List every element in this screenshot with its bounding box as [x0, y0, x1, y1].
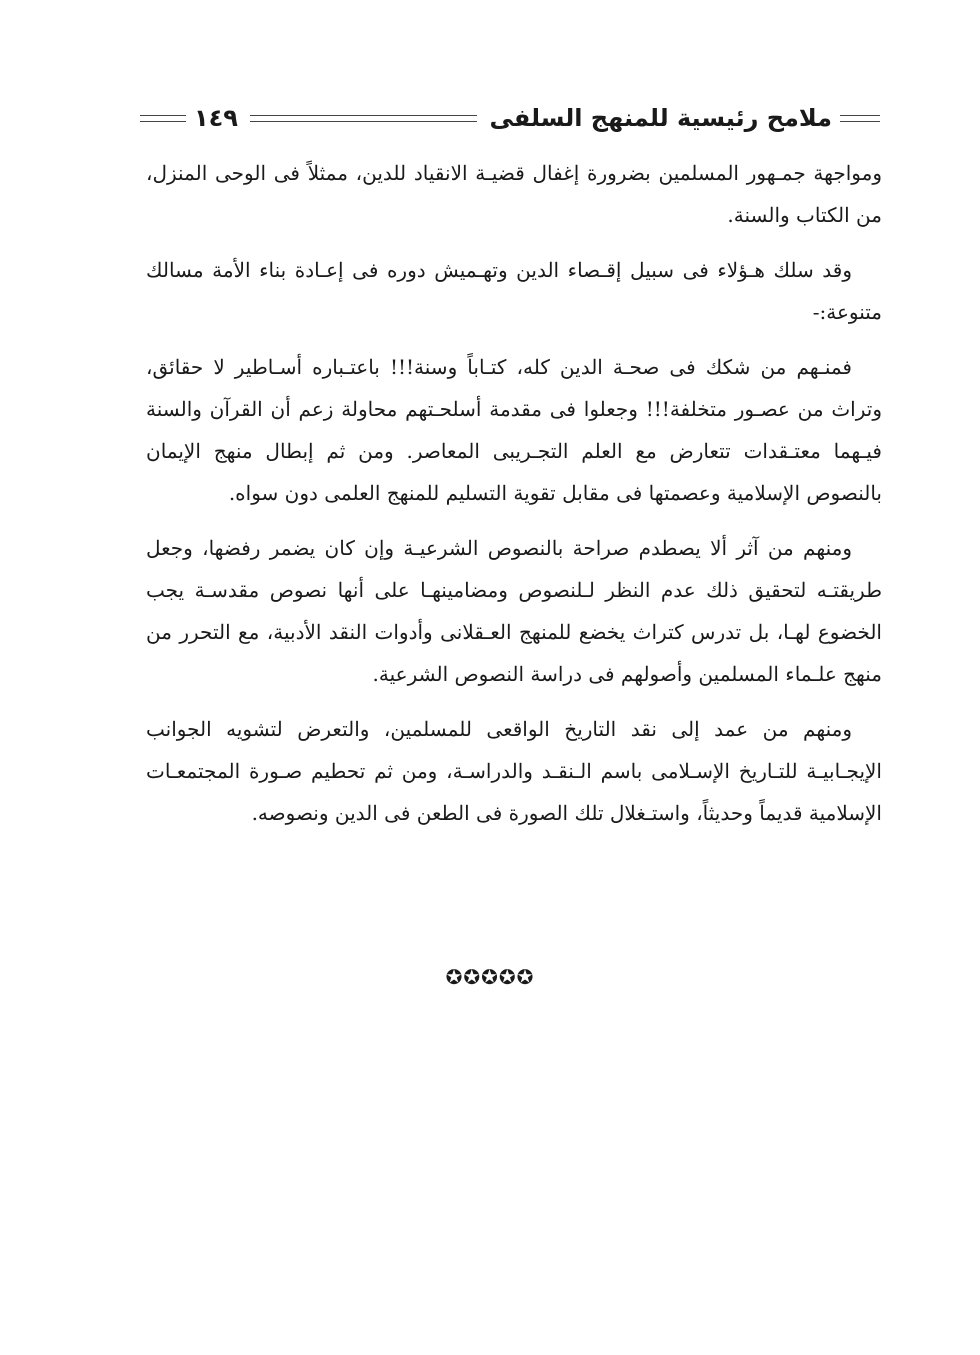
- header-rule-right: [840, 115, 880, 122]
- body-text: [146, 152, 882, 847]
- paragraph-2: وقد سلك هـؤلاء فى سبيل إقـصاء الدين وتهـميش دوره فى إعـادة بناء الأمة مسالك متنوعة:-: [146, 258, 882, 324]
- paragraph-1: ومواجهة جمـهور المسلمين بضرورة إغفال قضيـة الانقياد للدين، ممثلاً فى الوحى المنزل، من الكتاب والسنة.: [146, 161, 882, 227]
- paragraph-4: ومنهم من آثر ألا يصطدم صراحة بالنصوص الشرعيـة وإن كان يضمر رفضها، وجعل طريقتـه لتحقيق ذلك عدم النظر لـلنصوص ومضامينهـا على أنها نصوص مقدسـة يجب الخضوع لهـا، بل تدرس كتراث يخضع للمنهج العـقلانى وأدوات النقد الأدبية، مع التحرر من منهج علـماء المسلمين وأصولهم فى دراسة النصوص الشرعية.: [146, 536, 882, 686]
- running-title: ملامح رئيسية للمنهج السلفى: [489, 104, 832, 132]
- paragraph-5: ومنهم من عمد إلى نقد التاريخ الواقعى للمسلمين، والتعرض لتشويه الجوانب الإيجـابيـة للتـاريخ الإسـلامى باسم الـنقـد والدراسـة، ومن ثم تحطيم صـورة المجتمعـات الإسلامية قديماً وحديثاً، واستـغلال تلك الصورة فى الطعن فى الدين ونصوصه.: [146, 717, 882, 825]
- section-end-ornament: ✪✪✪✪✪: [445, 965, 535, 989]
- paragraph-3: فمنـهم من شكك فى صحـة الدين كله، كتـاباً وسنة!!! باعتـباره أسـاطير لا حقائق، وتراث من عصـور متخلفة!!! وجعلوا فى مقدمة أسلحـتهم محاولة زعم أن القرآن والسنة فيـهما معتـقدات تتعارض مع العلم التجـريبى المعاصر. ومن ثم إبطال منهج الإيمان بالنصوص الإسلامية وعصمتها فى مقابل تقوية التسليم للمنهج العلمى دون سواه.: [146, 355, 882, 505]
- header-rule-left: [140, 115, 186, 122]
- header-rule-middle: [250, 115, 477, 122]
- page-number: ١٤٩: [194, 104, 238, 132]
- running-header: [140, 96, 880, 140]
